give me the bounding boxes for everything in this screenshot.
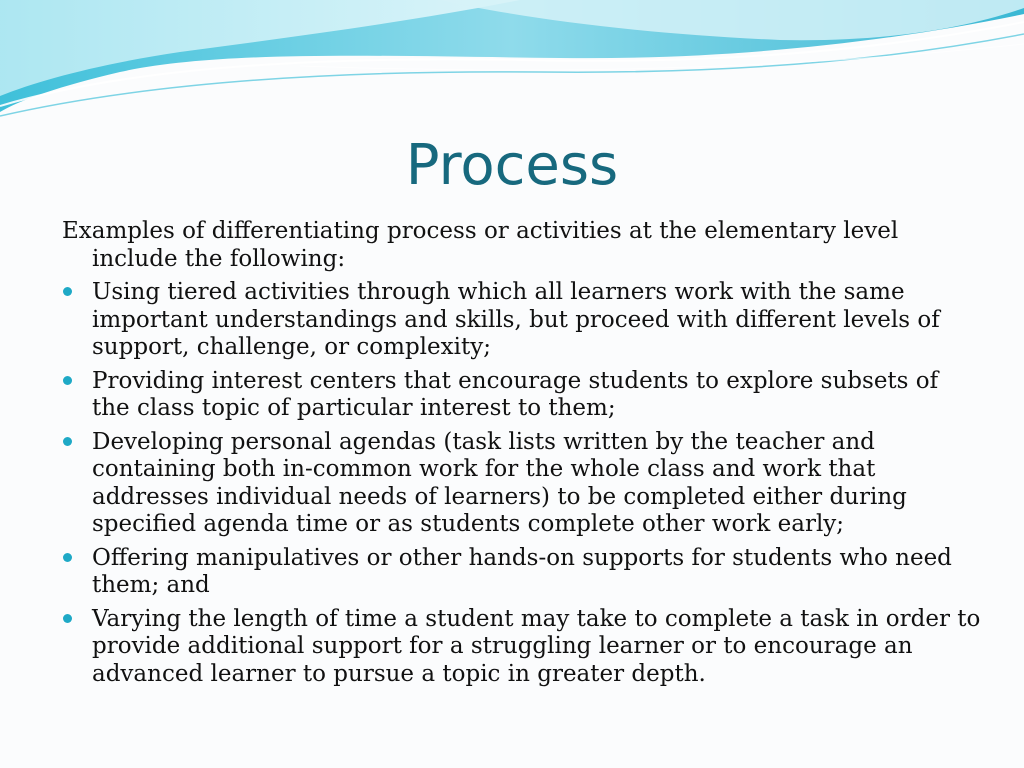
bullet-text: Providing interest centers that encourage students to explore subsets of the class topic of particular interest to them;	[92, 367, 939, 421]
bullet-item	[62, 368, 982, 423]
bullet-dot-icon	[63, 437, 72, 446]
bullet-dot-icon	[63, 553, 72, 562]
bullet-item	[62, 429, 982, 539]
bullet-text: Developing personal agendas (task lists written by the teacher and containing both in-common work for the whole class and work that addresses individual needs of learners) to be completed either during specified agenda time or as students complete other work early;	[92, 428, 907, 537]
slide-body	[62, 218, 982, 694]
intro-paragraph: Examples of differentiating process or activities at the elementary level include the following:	[62, 218, 899, 272]
bullet-item	[62, 279, 982, 362]
bullet-item	[62, 606, 982, 689]
header-wave-decoration	[0, 0, 1024, 130]
bullet-dot-icon	[63, 287, 72, 296]
bullet-list	[62, 279, 982, 688]
slide-title: Process	[405, 133, 619, 198]
bullet-text: Offering manipulatives or other hands-on supports for students who need them; and	[92, 544, 952, 598]
bullet-text: Varying the length of time a student may take to complete a task in order to provide additional support for a struggling learner or to encourage an advanced learner to pursue a topic in greater depth.	[92, 605, 981, 687]
bullet-text: Using tiered activities through which all learners work with the same important understandings and skills, but proceed with different levels of support, challenge, or complexity;	[92, 279, 940, 360]
bullet-item	[62, 545, 982, 600]
bullet-dot-icon	[63, 614, 72, 623]
bullet-dot-icon	[63, 376, 72, 385]
